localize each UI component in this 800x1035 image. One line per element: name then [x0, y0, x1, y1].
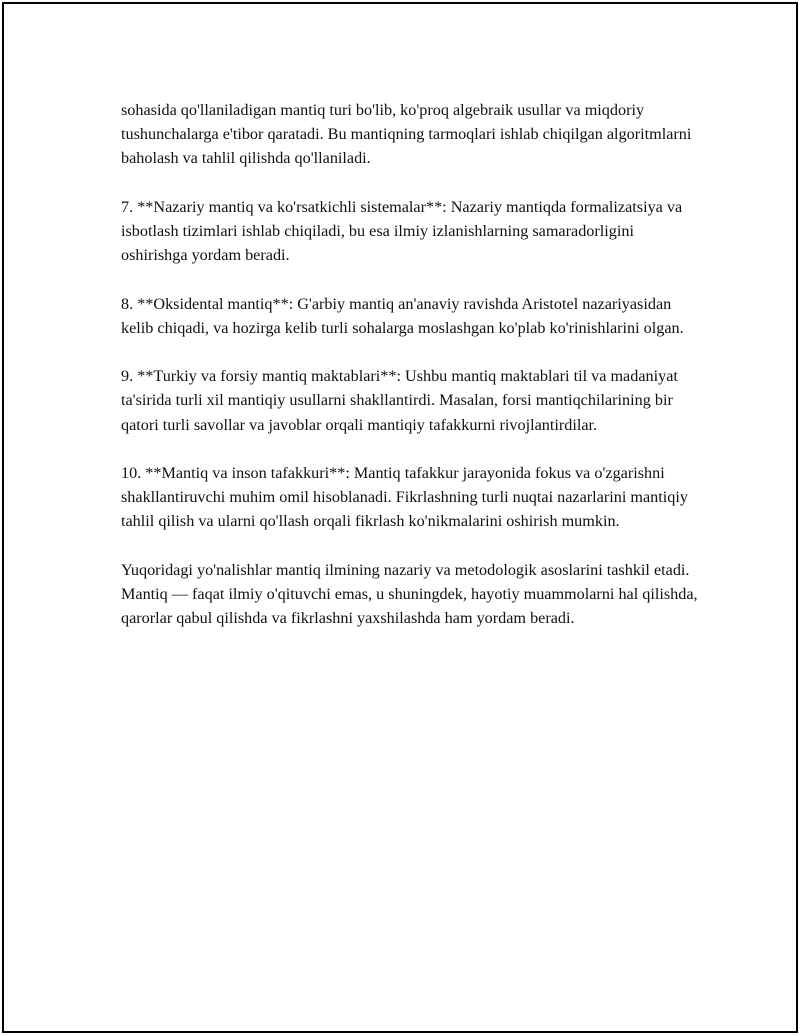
paragraph-conclusion: Yuqoridagi yo'nalishlar mantiq ilmining nazariy va metodologik asoslarini tashkil etadi. Mantiq — faqat ilmiy o'qituvchi emas, u shuningdek, hayotiy muammolarni hal qilishda, qarorlar qabul qilishda va fikrlashni yaxshilashda ham yordam beradi. [121, 560, 698, 628]
paragraph-continuation: sohasida qo'llaniladigan mantiq turi bo'lib, ko'proq algebraik usullar va miqdoriy tushunchalarga e'tibor qaratadi. Bu mantiqning tarmoqlari ishlab chiqilgan algoritmlarni baholash va tahlil qilishda qo'llaniladi. [121, 101, 692, 168]
document-body [121, 98, 701, 655]
paragraph-item-9: 9. **Turkiy va forsiy mantiq maktablari**: Ushbu mantiq maktablari til va madaniyat ta'sirida turli xil mantiqiy usullarni shakllantirdi. Masalan, forsi mantiqchilarining bir qatori turli savollar va javoblar orqali mantiqiy tafakkurni rivojlantirdilar. [121, 367, 678, 434]
paragraph-item-7: 7. **Nazariy mantiq va ko'rsatkichli sistemalar**: Nazariy mantiqda formalizatsiya va isbotlash tizimlari ishlab chiqiladi, bu esa ilmiy izlanishlarning samaradorligini oshirishga yordam beradi. [121, 197, 683, 265]
paragraph-item-10: 10. **Mantiq va inson tafakkuri**: Mantiq tafakkur jarayonida fokus va o'zgarishni shakllantiruvchi muhim omil hisoblanadi. Fikrlashning turli nuqtai nazarlarini mantiqiy tahlil qilish va ularni qo'llash orqali fikrlash ko'nikmalarini oshirish mumkin. [121, 463, 688, 531]
page-border [2, 2, 798, 1033]
paragraph-item-8: 8. **Oksidental mantiq**: G'arbiy mantiq an'anaviy ravishda Aristotel nazariyasidan kelib chiqadi, va hozirga kelib turli sohalarga moslashgan ko'plab ko'rinishlarini olgan. [121, 294, 684, 337]
